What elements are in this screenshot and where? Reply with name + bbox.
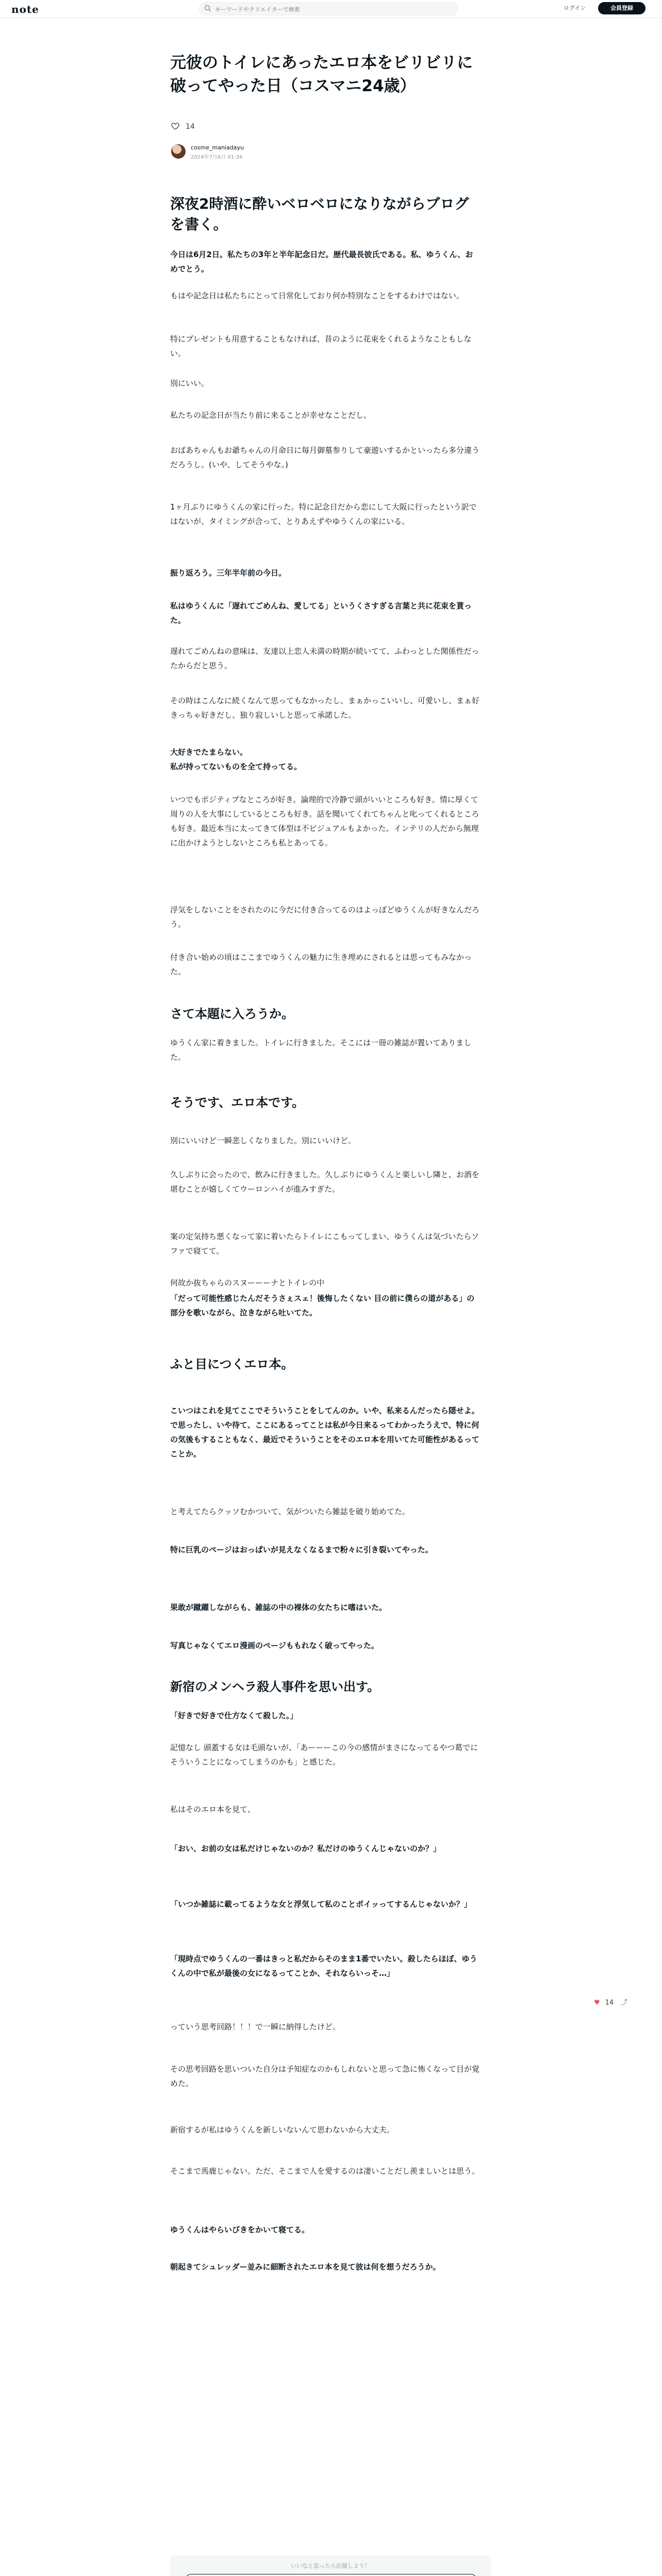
- heart-icon: [171, 123, 179, 130]
- paragraph: その思考回路を思いついた自分は予知症なのかもしれないと思って急に怖くなって目が覚めた。: [170, 2064, 480, 2088]
- paragraph: 付き合い始めの頃はここまでゆうくんの魅力に生き埋めにされるとは思ってもみなかった。: [170, 953, 472, 976]
- heading-eroshon: そうです、エロ本です。: [170, 1095, 305, 1110]
- paragraph: 朝起きてシュレッダー並みに細断されたエロ本を見て彼は何を想うだろうか。: [170, 2262, 441, 2272]
- paragraph: 「だって可能性感じたんだそうさぇスェ！後悔したくない 目の前に僕らの道がある」の部分を歌いながら、泣きながら吐いてた。: [170, 1294, 475, 1317]
- heading-menhera: 新宿のメンヘラ殺人事件を思い出す。: [170, 1680, 380, 1694]
- paragraph: 特に巨乳のページはおっぱいが見えなくなるまで粉々に引き裂いてやった。: [170, 1545, 433, 1554]
- paragraph: おばあちゃんもお爺ちゃんの月命日に毎月御墓参りして豪遊いするかといったら多分違うだろうし。(いや、してそうやな。): [170, 446, 480, 469]
- paragraph: その時はこんなに続くなんて思ってもなかったし、まぁかっこいいし、可愛いし、まぁ好きっちゃ好きだし、独り寂しいしと思って承諾した。: [170, 696, 480, 720]
- paragraph: 「おい、お前の女は私だけじゃないのか？私だけのゆうくんじゃないのか？」: [170, 1844, 441, 1853]
- paragraph: 振り返ろう。三年半年前の今日。: [170, 568, 287, 578]
- search-icon: [204, 5, 211, 12]
- paragraph: 私はそのエロ本を見て、: [170, 1805, 255, 1814]
- paragraph: 記憶なし 頭蓋する女は毛頭ないが、「あーーーこの今の感情がまさになってるやつ葛でにそういうことになってしまうのかも」と感じた。: [170, 1743, 478, 1767]
- author-name[interactable]: cosme_maniadayu: [191, 144, 244, 151]
- paragraph: 「現時点でゆうくんの一番はきっと私だからそのまま1番でいたい。殺したらほぼ、ゆうくんの中で私が最後の女になるってことか、それならいっそ…」: [170, 1954, 477, 1978]
- signup-button[interactable]: 会員登録: [598, 2, 646, 14]
- paragraph: 果敢が蹴躍しながらも、雑誌の中の裸体の女たちに嗜はいた。: [170, 1603, 387, 1612]
- heading-honbun: さて本題に入ろうか。: [170, 1007, 294, 1021]
- paragraph: 私が持ってないものを全て持ってる。: [170, 762, 302, 771]
- paragraph: 新宿するが私はゆうくんを新しいないんて思わないから大丈夫。: [170, 2125, 395, 2134]
- note-logo[interactable]: note: [11, 3, 39, 15]
- paragraph: もはや記念日は私たちにとって日常化しており何か特別なことをするわけではない。: [170, 291, 464, 300]
- top-bar: [0, 0, 662, 18]
- login-link[interactable]: ログイン: [564, 5, 586, 11]
- heart-icon[interactable]: ♥: [594, 1999, 600, 2007]
- paragraph: 特にプレゼントも用意することもなければ、昔のように花束をくれるようなこともしない。: [170, 334, 472, 358]
- paragraph: 大好きでたまらない。: [170, 748, 248, 757]
- article-like-bar[interactable]: [171, 123, 195, 131]
- paragraph: ゆうくん家に着きました。トイレに行きました。そこには一冊の雑誌が置いてありました。: [170, 1038, 472, 1062]
- paragraph: 私たちの記念日が当たり前に来ることが幸せなことだし。: [170, 411, 372, 420]
- paragraph: 何故か抜ちゃらのスヌーーーナとトイレの中: [170, 1278, 325, 1287]
- heading-futo: ふと目につくエロ本。: [170, 1357, 294, 1371]
- paragraph: 「いつか雑誌に載ってるような女と浮気して私のことポイッってするんじゃないか？」: [170, 1900, 472, 1909]
- support-prompt: いいなと思ったら応援しよう！: [291, 2563, 370, 2569]
- paragraph: 案の定気持ち悪くなって家に着いたらトイレにこもってしまい、ゆうくんは気づいたらソファで寝てて。: [170, 1232, 479, 1256]
- paragraph: 今日は6月2日。私たちの3年と半年記念日だ。歴代最長彼氏である。私、ゆうくん、おめでとう。: [170, 250, 473, 274]
- floating-like-bar[interactable]: [594, 1997, 627, 2007]
- paragraph: 別にいい。: [170, 379, 209, 388]
- publish-date: 2024年7月6日 01:34: [191, 155, 243, 160]
- paragraph: っていう思考回路！！！で一瞬に納得したけど。: [170, 2022, 341, 2031]
- avatar[interactable]: [171, 144, 186, 159]
- paragraph: 1ヶ月ぶりにゆうくんの家に行った。特に記念日だから恋にして大阪に行ったという訳ではないが、タイミングが合って、とりあえずやゆうくんの家にいる。: [170, 502, 477, 526]
- support-box: [170, 2555, 491, 2576]
- paragraph: 私はゆうくんに「遅れてごめんね、愛してる」というくさすぎる言葉と共に花束を貰った。: [170, 601, 472, 625]
- floating-like-count: 14: [605, 1999, 614, 2007]
- paragraph: 「好きで好きで仕方なくて殺した。」: [170, 1711, 298, 1720]
- paragraph: そこまで馬鹿じゃない。ただ、そこまで人を愛するのは凄いことだし羨ましいとは思う。: [170, 2166, 480, 2176]
- like-count: 14: [186, 123, 195, 131]
- paragraph: こいつはこれを見てここでそういうことをしてんのか。いや、私来るんだったら隠せよ。で思ったし、いや待て、ここにあるってことは私が今日来るってわかったうえで、特に何の気後もすることもなく、最近でそういうことをそのエロ本を用いてた可能性があるってことか。: [170, 1406, 479, 1459]
- paragraph: 別にいいけど一瞬悲しくなりました。別にいいけど。: [170, 1136, 356, 1145]
- search-input[interactable]: [214, 4, 453, 14]
- paragraph: 写真じゃなくてエロ漫画のページももれなく破ってやった。: [170, 1641, 379, 1650]
- paragraph: 久しぶりに会ったので、飲みに行きました。久しぶりにゆうくんと楽しいし隣と、お酒を堪むことが嬉しくてウーロンハイが進みすぎた。: [170, 1170, 479, 1194]
- tip-button[interactable]: [184, 2574, 478, 2576]
- paragraph: いつでもポジティブなところが好き。論理的で冷静で頭がいいところも好き。情に厚くて周りの人を大事にしているところも好き。話を聞いてくれてちゃんと叱ってくれるところも好き。最近本当に太ってきて体型は不ビジュアルもよかった。インテリの人だから無理に出かけようとしないところも私とあってる。: [170, 795, 479, 848]
- paragraph: 遅れてごめんねの意味は、友達以上恋人未満の時期が続いてて、ふわっとした関係性だったからだと思う。: [170, 647, 479, 670]
- search-box[interactable]: [199, 2, 458, 15]
- paragraph: 浮気をしないことをされたのに今だに付き合ってるのはよっぽどゆうくんが好きなんだろう。: [170, 905, 480, 929]
- paragraph: と考えてたらクッソむかついて、気がついたら雑誌を破り始めてた。: [170, 1507, 410, 1516]
- article-title: 元彼のトイレにあったエロ本をビリビリに破ってやった日（コスマニ24歳）: [170, 54, 473, 95]
- share-icon[interactable]: ⤴: [621, 1999, 628, 2007]
- heading-intro: 深夜2時酒に酔いベロベロになりながらブログを書く。: [170, 195, 469, 233]
- paragraph: ゆうくんはやらいびきをかいて寝てる。: [170, 2225, 310, 2234]
